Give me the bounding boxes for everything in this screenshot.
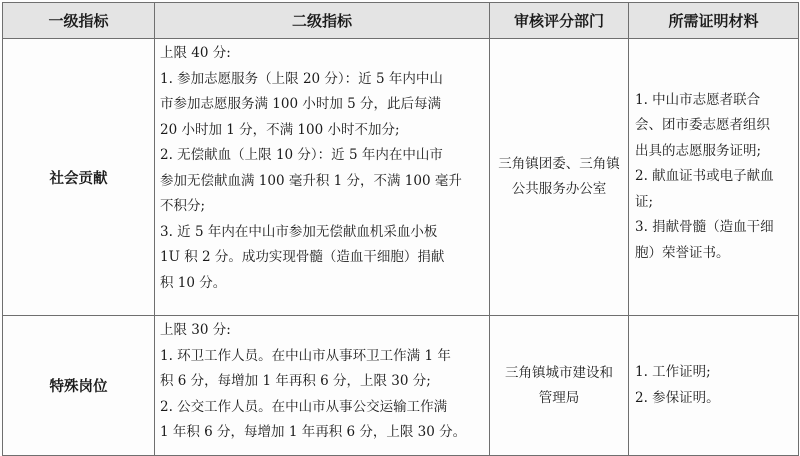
level2-line: 积 10 分。 — [160, 274, 227, 291]
proof-line: 2. 参保证明。 — [635, 389, 720, 406]
level2-line: 1. 环卫工作人员。在中山市从事环卫工作满 1 年 — [160, 347, 451, 364]
header-proof: 所需证明材料 — [629, 3, 799, 39]
department-cell — [490, 39, 629, 316]
level2-line: 不积分; — [160, 198, 206, 214]
header-level1: 一级指标 — [3, 3, 155, 39]
level2-line: 3. 近 5 年内在中山市参加无偿献血机采血小板 — [160, 223, 438, 240]
proof-line: 3. 捐献骨髓（造血干细 — [635, 219, 774, 236]
level2-line: 20 小时加 1 分，不满 100 小时不加分; — [160, 121, 400, 138]
level2-line: 上限 40 分: — [160, 45, 231, 61]
table-header-row — [3, 3, 799, 39]
level2-line: 积 6 分，每增加 1 年再积 6 分，上限 30 分; — [160, 373, 431, 389]
department-line: 管理局 — [538, 389, 580, 406]
department-cell — [490, 316, 629, 456]
level1-cell: 特殊岗位 — [3, 316, 155, 456]
level2-cell — [155, 316, 490, 456]
level2-line: 2. 公交工作人员。在中山市从事公交运输工作满 — [160, 398, 448, 415]
level2-line: 上限 30 分: — [160, 322, 231, 338]
header-department: 审核评分部门 — [490, 3, 629, 39]
table-row — [3, 316, 799, 456]
proof-line: 胞）荣誉证书。 — [635, 244, 730, 261]
proof-line: 2. 献血证书或电子献血 — [635, 168, 774, 185]
proof-line: 会、团市委志愿者组织 — [635, 117, 770, 134]
proof-line: 证; — [635, 193, 654, 210]
proof-line: 1. 中山市志愿者联合 — [635, 91, 761, 108]
level1-cell: 社会贡献 — [3, 39, 155, 316]
header-level2: 二级指标 — [155, 3, 490, 39]
proof-cell — [629, 39, 799, 316]
department-line: 公共服务办公室 — [511, 181, 607, 197]
level2-line: 参加无偿献血满 100 毫升积 1 分，不满 100 毫升 — [160, 172, 462, 189]
department-line: 三角镇城市建设和 — [505, 364, 613, 381]
level2-line: 1 年积 6 分，每增加 1 年再积 6 分，上限 30 分。 — [160, 424, 467, 440]
level2-line: 市参加志愿服务满 100 小时加 5 分，此后每满 — [160, 96, 442, 112]
proof-line: 1. 工作证明; — [635, 364, 711, 380]
level2-line: 1U 积 2 分。成功实现骨髓（造血干细胞）捐献 — [160, 249, 445, 265]
proof-cell — [629, 316, 799, 456]
department-line: 三角镇团委、三角镇 — [498, 156, 620, 172]
level2-line: 1. 参加志愿服务（上限 20 分）：近 5 年内中山 — [160, 70, 443, 87]
level2-line: 2. 无偿献血（上限 10 分）：近 5 年内在中山市 — [160, 147, 443, 163]
scoring-table — [2, 2, 799, 456]
level2-cell — [155, 39, 490, 316]
proof-line: 出具的志愿服务证明; — [635, 142, 762, 159]
table-row — [3, 39, 799, 316]
